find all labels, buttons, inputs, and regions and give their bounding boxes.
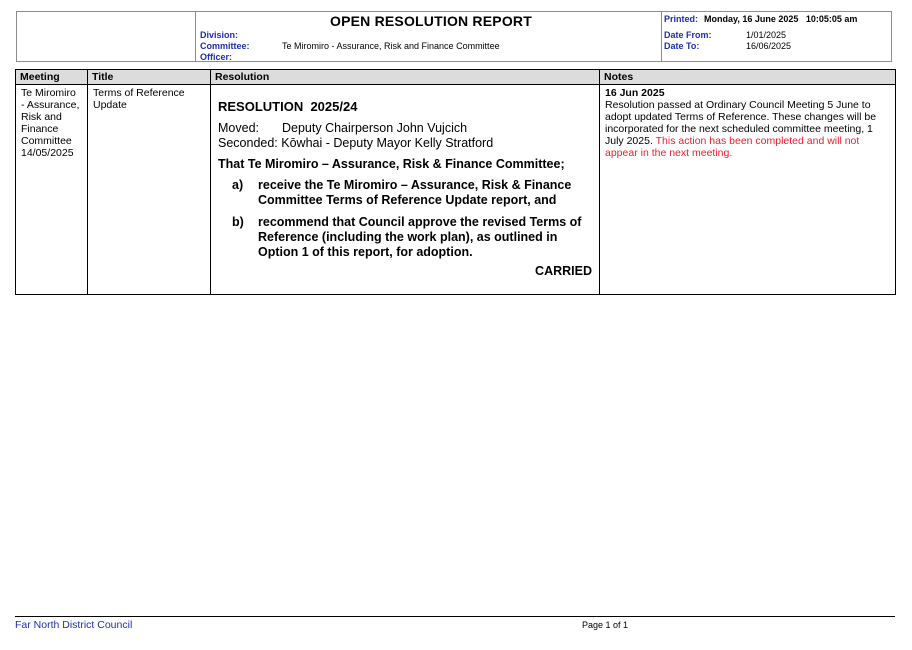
resolution-cell	[211, 85, 600, 295]
meeting-cell	[16, 85, 88, 295]
resolution-status: CARRIED	[535, 264, 592, 278]
committee-value: Te Miromiro - Assurance, Risk and Finance Committee	[282, 41, 500, 51]
report-title: OPEN RESOLUTION REPORT	[330, 13, 532, 29]
division-label: Division:	[200, 30, 239, 40]
header-divider	[661, 12, 662, 61]
officer-label: Officer:	[200, 52, 233, 62]
date-to-label: Date To:	[664, 41, 700, 51]
note-body	[605, 99, 890, 159]
meeting-text: Te Miromiro - Assurance, Risk and Finance Committee 14/05/2025	[21, 87, 80, 159]
note-text: Resolution passed at Ordinary Council Meeting 5 June to adopt updated Terms of Reference. These changes will be incorporated for the next scheduled committee meeting, 1 July 2025.	[605, 99, 877, 147]
footer-organisation: Far North District Council	[15, 619, 133, 631]
table-row	[16, 85, 896, 295]
resolution-item	[218, 178, 592, 208]
date-from-value: 1/01/2025	[746, 30, 787, 40]
seconded-value: Kōwhai - Deputy Mayor Kelly Stratford	[281, 136, 494, 150]
resolution-preamble: That Te Miromiro – Assurance, Risk & Finance Committee;	[218, 157, 565, 171]
note-highlight: This action has been completed and will not appear in the next meeting.	[605, 135, 860, 159]
column-header-meeting: Meeting	[16, 70, 88, 85]
moved-value: Deputy Chairperson John Vujcich	[282, 121, 468, 135]
printed-label: Printed:	[664, 14, 699, 24]
title-cell	[88, 85, 211, 295]
committee-label: Committee:	[200, 41, 250, 51]
seconded-label: Seconded:	[218, 136, 278, 150]
column-header-notes: Notes	[600, 70, 896, 85]
moved-label: Moved:	[218, 121, 259, 135]
footer-page-number: Page 1 of 1	[582, 620, 629, 630]
resolution-number: RESOLUTION 2025/24	[218, 99, 358, 114]
note-date: 16 Jun 2025	[605, 87, 665, 99]
resolution-table	[15, 69, 896, 295]
column-header-resolution: Resolution	[211, 70, 600, 85]
item-letter: b)	[232, 215, 244, 229]
column-header-title: Title	[88, 70, 211, 85]
moved-seconded	[218, 121, 592, 151]
resolution-item	[218, 215, 592, 260]
date-to-value: 16/06/2025	[746, 41, 792, 51]
item-letter: a)	[232, 178, 244, 192]
item-text: receive the Te Miromiro – Assurance, Risk & Finance Committee Terms of Reference Update report, and	[258, 178, 572, 207]
footer-rule	[15, 616, 895, 617]
table-header-row	[16, 70, 896, 85]
header-divider	[195, 12, 196, 61]
title-text: Terms of Reference Update	[93, 87, 185, 111]
notes-cell	[600, 85, 896, 295]
date-from-label: Date From:	[664, 30, 712, 40]
item-text: recommend that Council approve the revised Terms of Reference (including the work plan), as outlined in Option 1 of this report, for adoption.	[258, 215, 582, 259]
printed-value: Monday, 16 June 2025 10:05:05 am	[704, 14, 858, 24]
